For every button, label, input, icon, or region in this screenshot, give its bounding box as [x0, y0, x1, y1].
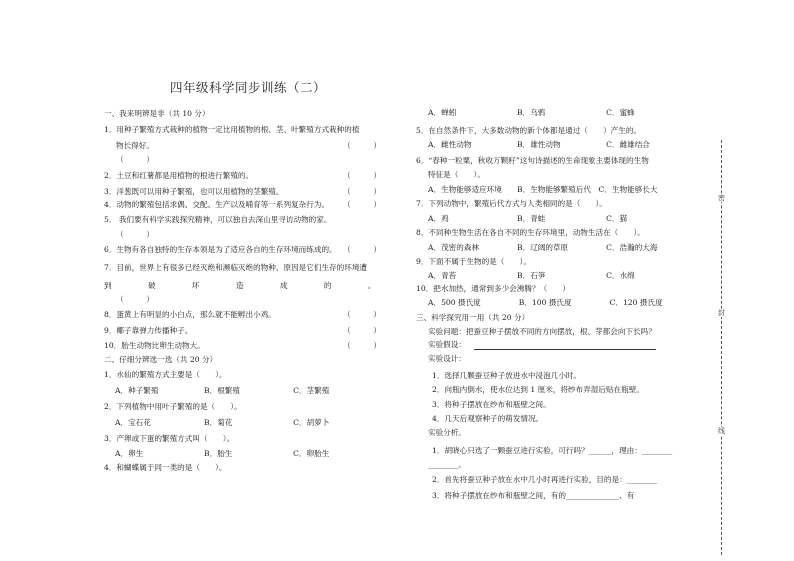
left-line-11: 7．目前，世界上有很多已经灭绝和濒临灭绝的物种，原因是它们生存的环境遭 [104, 263, 368, 272]
left-line-24: 4．和蝴蝶属于同一类的是（ ）。 [104, 463, 227, 472]
right-line-5: 特征是（ ）。 [428, 170, 485, 179]
answer-paren-6[interactable]: （ ） [343, 187, 381, 196]
right-line-12: A．青苔 B．石笋 C．水绵 [428, 271, 635, 280]
right-line-1: A．蝉蚓 B．乌鸦 C．蜜蜂 [428, 108, 635, 117]
left-line-18: 1．水仙的繁殖方式主要是（ ）。 [104, 370, 227, 379]
right-line-11: 9．下面不属于生物的是（ ）。 [416, 257, 531, 266]
right-line-2: 5．在自然条件下，大多数动物的新个体都是通过（ ）产生的。 [416, 126, 642, 135]
right-line-21: 3．将种子摆放在纱布和瓶壁之间。 [432, 400, 551, 409]
right-line-17: 实验假设： [428, 340, 466, 349]
left-line-3: 物长得好。 [116, 141, 154, 150]
right-line-22: 4．几天后观察种子的萌发情况。 [432, 414, 544, 423]
right-line-15: 三、科学探究用一用（共 20 分） [416, 313, 530, 322]
right-line-6: A．生物能够适应环境 B．生物能够繁殖后代 C．生物能够长大 [428, 185, 658, 194]
left-line-13: （ ） [116, 295, 154, 304]
answer-paren-7[interactable]: （ ） [343, 200, 381, 209]
left-line-17: 二、仔细分辨选一选（共 20 分） [104, 355, 218, 364]
left-line-20: 2．下列植物中用叶子繁殖的是（ ）。 [104, 402, 242, 411]
left-line-23: A．卵生 B．胎生 C．卵胎生 [115, 449, 330, 458]
left-line-4: （ ） [116, 155, 154, 164]
right-line-8: A．鸡 B．青蛙 C．猫 [428, 214, 628, 223]
right-line-19: 1．选择几颗蚕豆种子放进水中浸泡几小时。 [432, 371, 582, 380]
left-line-15: 9．椰子靠弹力传播种子。 [104, 326, 193, 335]
right-line-27: 3．将种子摆放在纱布和瓶壁之间，有的______________、有 [432, 491, 635, 500]
left-line-9: （ ） [116, 230, 154, 239]
left-line-6: 3．洋葱既可以用种子繁殖，也可以用植物的茎繁殖。 [104, 187, 284, 196]
answer-paren-5[interactable]: （ ） [343, 171, 381, 180]
left-line-21: A．宝石花 B．菊花 C．胡萝卜 [115, 418, 330, 427]
left-line-8: 5． 我们要有科学实践探究精神，可以独自去深山里寻访动物的家。 [104, 215, 332, 224]
right-line-9: 8．不同种生物生活在各自不同的生存环境里，动物生活在（ ）。 [416, 228, 645, 237]
right-line-3: A．雌性动物 B．雄性动物 C．雌雄结合 [428, 140, 650, 149]
right-line-10: A．茂密的森林 B．辽阔的草原 C．浩瀚的大海 [428, 243, 658, 252]
right-line-7: 7．下列动物中，繁殖后代方式与人类相同的是（ ）。 [416, 199, 607, 208]
left-line-19: A．种子繁殖 B．根繁殖 C．茎繁殖 [115, 386, 330, 395]
right-line-20: 2．向瓶内倒水，使水位达到 1 厘米，将纱布弄湿后贴在瓶壁。 [432, 385, 644, 394]
hypothesis-answer-line[interactable] [474, 341, 656, 350]
left-line-1: 一、我来明辨是非（共 10 分） [104, 109, 210, 118]
seal-char-3: 线 [718, 427, 725, 435]
right-line-18: 实验设计： [428, 354, 466, 363]
answer-paren-3[interactable]: （ ） [343, 141, 381, 150]
left-line-7: 4．动物的繁殖包括求偶、交配、生产以及哺育等一系列复杂行为。 [104, 200, 330, 209]
left-line-22: 3．产卵或下蛋的繁殖方式叫（ ）。 [104, 434, 235, 443]
answer-paren-15[interactable]: （ ） [343, 326, 381, 335]
seal-line [721, 140, 722, 555]
right-line-16: 实验问题：把蚕豆种子摆放不同的方向摆放，根、芽都会向下长吗？ [428, 327, 656, 336]
right-line-26: 2．首先将蚕豆种子放在水中几小时再进行实验，目的是：________ [432, 475, 658, 484]
seal-char-1: 密 [718, 194, 725, 202]
right-line-24: 1．胡晓心只选了一颗蚕豆进行实验，可行吗？______，理由：________ [432, 446, 673, 455]
left-line-12: 到 破 坏 造 成 的 。 [104, 281, 377, 290]
right-line-23: 实验分析。 [428, 428, 466, 437]
page-title: 四年级科学同步训练（二） [170, 80, 327, 95]
left-line-14: 8．蛋黄上有明显的小白点，那么就不能孵出小鸡。 [104, 310, 276, 319]
answer-paren-14[interactable]: （ ） [343, 310, 381, 319]
right-line-13: 10．把水加热，通常到多少会沸腾？（ ） [416, 284, 570, 293]
answer-paren-10[interactable]: （ ） [343, 245, 381, 254]
seal-char-2: 封 [718, 309, 725, 317]
left-line-10: 6．生物有各自独特的生存本领是为了适应各自的生存环境而练成的。 [104, 245, 337, 254]
right-line-25: ________。 [428, 460, 466, 469]
answer-paren-16[interactable]: （ ） [343, 341, 381, 350]
left-line-5: 2．土豆和红薯都是用植物的根进行繁殖的。 [104, 171, 254, 180]
left-line-16: 10．胎生动物比卵生动物大。 [104, 341, 205, 350]
left-line-2: 1．用种子繁殖方式栽种的植物一定比用植物的根、茎、叶繁殖方式栽种的植 [104, 125, 360, 134]
right-line-14: A．500 摄氏度 B．100 摄氏度 C．120 摄氏度 [428, 298, 663, 307]
right-line-4: 6．“春种一粒粟，秋收万颗籽”这句诗描述的生命现象主要体现的生物 [416, 156, 649, 165]
